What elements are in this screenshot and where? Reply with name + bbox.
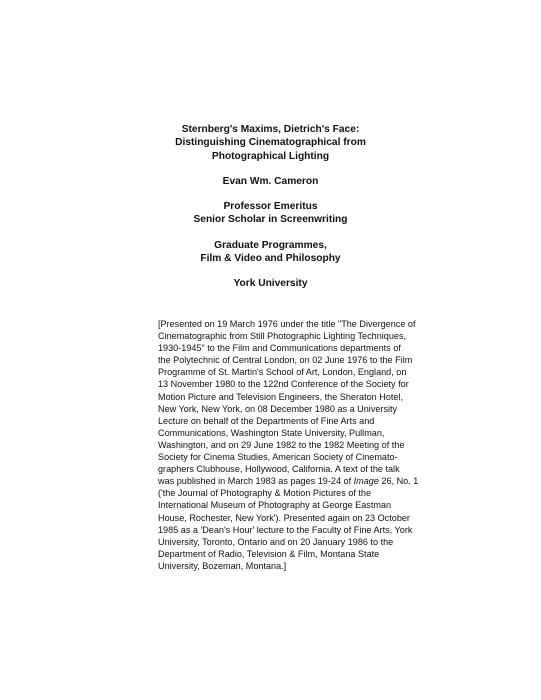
note-line: 1930-1945" to the Film and Communications departments of: [158, 343, 401, 354]
note-line: graphers Clubhouse, Hollywood, California. A text of the talk: [158, 464, 400, 475]
presentation-note: [158, 318, 458, 572]
note-line: House, Rochester, New York'). Presented again on 23 October: [158, 512, 410, 523]
role-line-1: Professor Emeritus: [223, 201, 318, 213]
note-line: Lecture on behalf of the Departments of Fine Arts and: [158, 415, 375, 426]
title-line-1: Sternberg's Maxims, Dietrich's Face:: [181, 124, 360, 135]
note-line: Motion Picture and Television Engineers, the Sheraton Hotel,: [158, 391, 404, 402]
journal-title: Image: [353, 476, 379, 487]
programme-line-1: Graduate Programmes,: [214, 239, 327, 251]
note-line: New York, New York, on 08 December 1980 as a University: [158, 403, 398, 414]
title-block: [0, 123, 541, 291]
author-name: Evan Wm. Cameron: [222, 175, 319, 187]
note-line: Washington, and on 29 June 1982 to the 1982 Meeting of the: [158, 439, 405, 450]
note-line: Programme of St. Martin's School of Art, London, England, on: [158, 367, 407, 378]
note-line: International Museum of Photography at George Eastman: [158, 500, 392, 511]
note-line-journal-prefix: was published in March 1983 as pages 19-24 of: [158, 476, 354, 487]
note-line: Department of Radio, Television & Film, Montana State: [158, 548, 380, 559]
note-line: Cinematographic from Still Photographic Lighting Techniques,: [158, 331, 407, 342]
role-line-2: Senior Scholar in Screenwriting: [193, 214, 348, 226]
note-line: Communications, Washington State University, Pullman,: [158, 427, 385, 438]
note-line: University, Bozeman, Montana.]: [158, 560, 287, 571]
note-line: 1985 as a 'Dean's Hour' lecture to the Faculty of Fine Arts, York: [158, 524, 413, 535]
title-line-3: Photographical Lighting: [211, 150, 330, 162]
programme-line-2: Film & Video and Philosophy: [200, 253, 341, 265]
note-line: University, Toronto, Ontario and on 20 January 1986 to the: [158, 536, 394, 547]
note-line: the Polytechnic of Central London, on 02 June 1976 to the Film: [158, 355, 413, 366]
note-line: ('the Journal of Photography & Motion Pictures of the: [158, 488, 372, 499]
note-line: Society for Cinema Studies, American Society of Cinemato-: [158, 452, 398, 463]
note-line-journal: [158, 475, 458, 487]
note-line: [Presented on 19 March 1976 under the title "The Divergence of: [158, 319, 416, 329]
note-line: 13 November 1980 to the 122nd Conference of the Society for: [158, 379, 409, 390]
university-name: York University: [233, 278, 308, 290]
journal-issue: 26, No. 1: [378, 476, 419, 487]
title-line-2: Distinguishing Cinematographical from: [175, 137, 366, 149]
